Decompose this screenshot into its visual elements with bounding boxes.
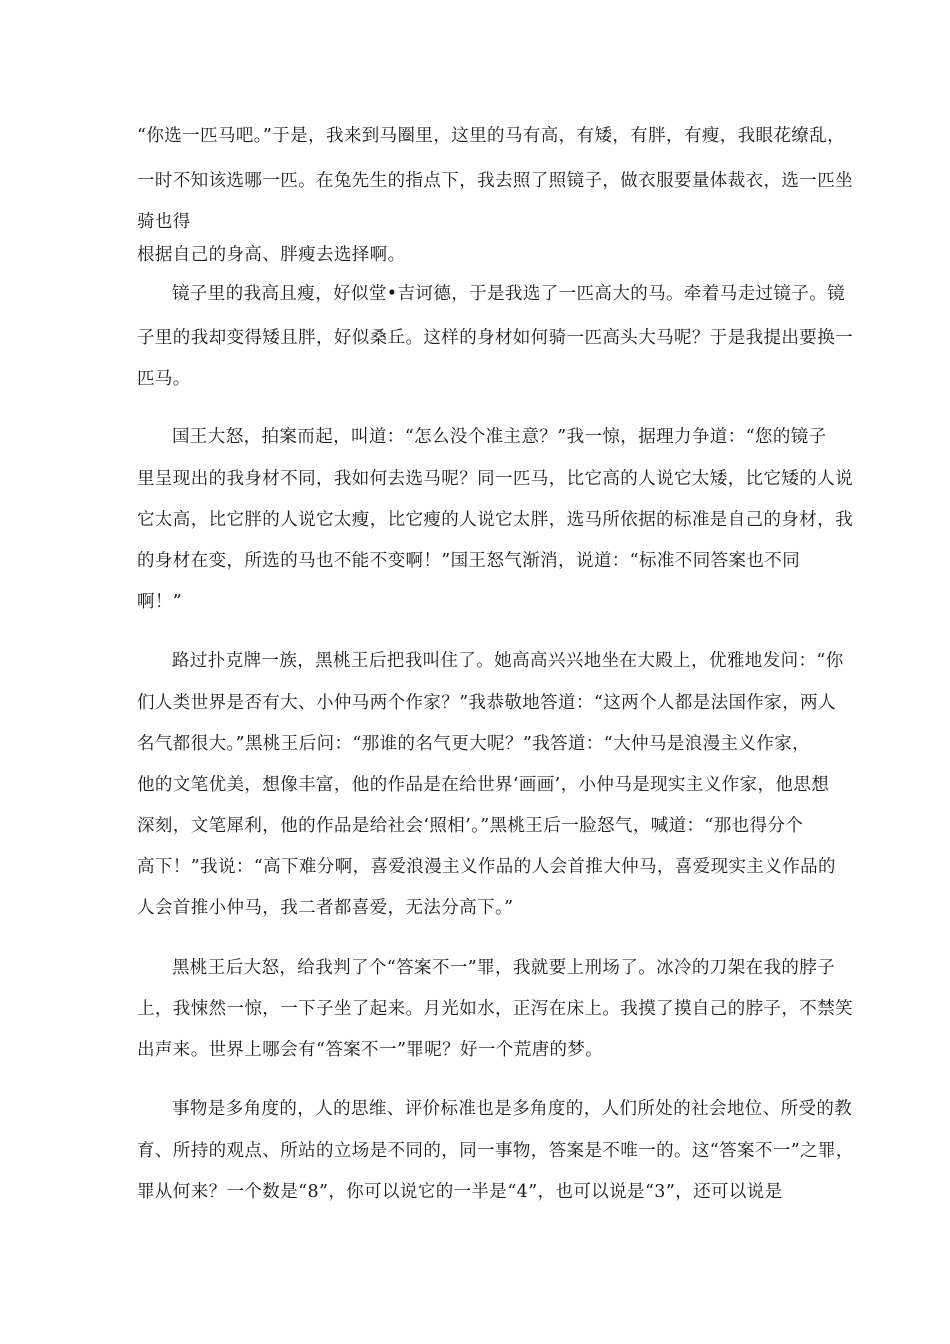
text-line: 根据自己的身高、胖瘦去选择啊。	[137, 245, 406, 265]
text-line: 一时不知该选哪一匹。在兔先生的指点下，我去照了照镜子，做衣服要量体裁衣，选一匹坐	[137, 171, 853, 191]
text-line: 里呈现出的我身材不同，我如何去选马呢？同一匹马，比它高的人说它太矮，比它矮的人说	[137, 469, 853, 489]
text-line: 人会首推小仲马，我二者都喜爱，无法分高下。”	[137, 898, 514, 918]
text-line: 国王大怒，拍案而起，叫道：“怎么没个准主意？”我一惊，据理力争道：“您的镜子	[172, 427, 827, 447]
text-line: 骑也得	[137, 212, 191, 232]
text-line: 它太高，比它胖的人说它太瘦，比它瘦的人说它太胖，选马所依据的标准是自己的身材，我	[137, 510, 853, 530]
text-line: 匹马。	[137, 369, 191, 389]
text-line: 子里的我却变得矮且胖，好似桑丘。这样的身材如何骑一匹高头大马呢？于是我提出要换一	[137, 328, 853, 348]
text-line: 名气都很大。”黑桃王后问：“那谁的名气更大呢？”我答道：“大仲马是浪漫主义作家，	[137, 734, 811, 754]
text-line: 们人类世界是否有大、小仲马两个作家？”我恭敬地答道：“这两个人都是法国作家，两人	[137, 693, 836, 713]
text-line: 他的文笔优美，想像丰富，他的作品是在给世界‘画画’，小仲马是现实主义作家，他思想	[137, 775, 830, 795]
text-line: 高下！”我说：“高下难分啊，喜爱浪漫主义作品的人会首推大仲马，喜爱现实主义作品的	[137, 857, 836, 877]
text-line: 路过扑克牌一族，黑桃王后把我叫住了。她高高兴兴地坐在大殿上，优雅地发问：“你	[172, 651, 844, 671]
text-line: 事物是多角度的，人的思维、评价标准也是多角度的，人们所处的社会地位、所受的教	[172, 1099, 853, 1119]
text-line: 育、所持的观点、所站的立场是不同的，同一事物，答案是不唯一的。这“答案不一”之罪，	[137, 1141, 854, 1161]
text-line: 啊！”	[137, 592, 183, 612]
text-line: “你选一匹马吧。”于是，我来到马圈里，这里的马有高，有矮，有胖，有瘦，我眼花缭乱，	[137, 126, 846, 146]
text-line: 深刻，文笔犀利，他的作品是给社会‘照相’。”黑桃王后一脸怒气，喊道：“那也得分个	[137, 816, 804, 836]
text-line: 上，我悚然一惊，一下子坐了起来。月光如水，正泻在床上。我摸了摸自己的脖子，不禁笑	[137, 999, 853, 1019]
text-line: 黑桃王后大怒，给我判了个“答案不一”罪，我就要上刑场了。冰冷的刀架在我的脖子	[172, 958, 836, 978]
text-line: 的身材在变，所选的马也不能不变啊！”国王怒气渐消，说道：“标准不同答案也不同	[137, 551, 801, 571]
text-line: 罪从何来？一个数是“8”，你可以说它的一半是“4”，也可以说是“3”，还可以说是	[137, 1182, 783, 1202]
text-line: 出声来。世界上哪会有“答案不一”罪呢？好一个荒唐的梦。	[137, 1040, 604, 1060]
text-line: 镜子里的我高且瘦，好似堂•吉诃德，于是我选了一匹高大的马。牵着马走过镜子。镜	[172, 284, 846, 304]
